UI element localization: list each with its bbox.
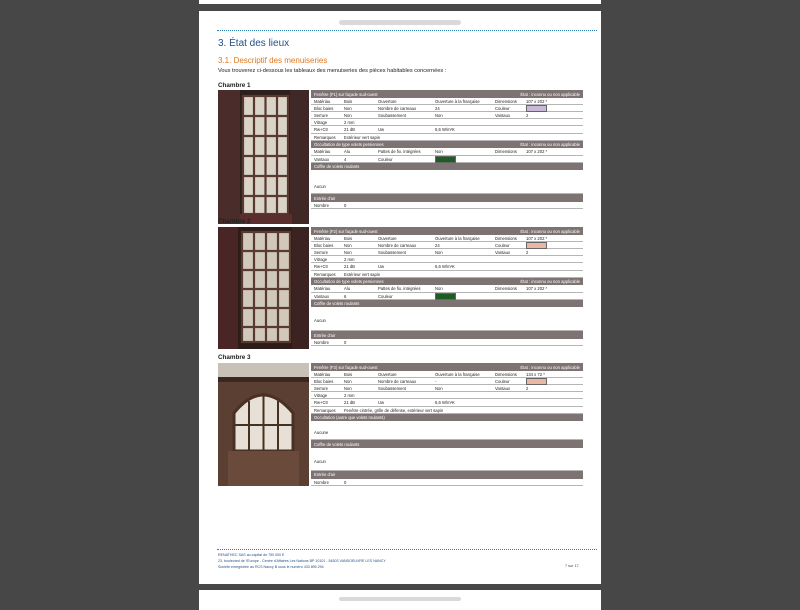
document-page: [199, 11, 601, 584]
table-row: Serrure Non Soubassement Non Vantaux 2: [311, 385, 583, 392]
table-row: Bloc baies Non Nombre de carreaux 24 Couleur: [311, 242, 583, 249]
footer-divider: [217, 549, 597, 550]
table-row: Serrure Non Soubassement Non Vantaux 2: [311, 112, 583, 119]
table-row: Bloc baies Non Nombre de carreaux 24 Couleur: [311, 105, 583, 112]
occultation-content: Aucune: [311, 421, 583, 440]
table-row: Bloc baies Non Nombre de carreaux - Couleur: [311, 378, 583, 385]
room-photo: [218, 363, 309, 486]
window-table: [311, 363, 583, 486]
table-row: Matériau Bois Ouverture Ouverture à la française Dimensions 107 x 202 *: [311, 98, 583, 105]
coffre-header: Coffre de volets roulants: [311, 163, 583, 171]
coffre-header: Coffre de volets roulants: [311, 300, 583, 308]
coffre-content: Aucun: [311, 448, 583, 471]
window-header: Fenêtre (F3) sur façade sud-ouest État : inconnu ou non applicable: [311, 363, 583, 371]
entree-header: Entrée d'air: [311, 471, 583, 479]
table-row: Vitrage 2 mm: [311, 119, 583, 126]
table-row: Remarques Extérieur vert sapin: [311, 271, 583, 278]
occultation-header: Occultation de type volets persiennes État : inconnu ou non applicable: [311, 141, 583, 149]
footer-registration: Société enregistrée au RCS Nancy B sous le numéro 433 895 294: [218, 565, 324, 569]
occultation-header: Occultation (autre que volets roulants): [311, 414, 583, 422]
window-header: Fenêtre (F2) sur façade sud-ouest État : inconnu ou non applicable: [311, 227, 583, 235]
occultation-header: Occultation de type volets persiennes État : inconnu ou non applicable: [311, 278, 583, 286]
table-row: Vitrage 2 mm: [311, 256, 583, 263]
header-divider: [217, 30, 597, 31]
table-row: Nombre 0: [311, 202, 583, 209]
coffre-content: Aucun: [311, 170, 583, 194]
table-row: Rw+Ctr 21 dB Uw 5,6 W/m²K: [311, 399, 583, 406]
window-table: [311, 227, 583, 346]
room-photo: [218, 90, 309, 224]
room-title: Chambre 1: [218, 82, 251, 89]
previous-page-edge: [199, 0, 601, 4]
section-title: 3. État des lieux: [218, 38, 290, 49]
entree-header: Entrée d'air: [311, 194, 583, 202]
window-header: Fenêtre (F1) sur façade sud-ouest État : inconnu ou non applicable: [311, 90, 583, 98]
table-row: Rw+Ctr 21 dB Uw 5,6 W/m²K: [311, 126, 583, 133]
room-photo: [218, 227, 309, 349]
room-title: Chambre 2: [218, 218, 251, 225]
coffre-header: Coffre de volets roulants: [311, 440, 583, 448]
table-row: Remarques Extérieur vert sapin: [311, 134, 583, 141]
next-page-edge: [199, 590, 601, 610]
footer-address: 23, boulevard de l'Europe - Centre d'Affaires Les Nations BP 10101 - 54503 VANDOEUVRE LES NANCY: [218, 559, 386, 563]
table-row: Matériau Alu Pattes de fix. intégrées Non Dimensions 107 x 202 *: [311, 285, 583, 292]
coffre-content: Aucun: [311, 307, 583, 331]
table-row: Nombre 0: [311, 339, 583, 346]
table-row: Serrure Non Soubassement Non Vantaux 2: [311, 249, 583, 256]
page-header-blurred: [339, 20, 461, 25]
table-row: Matériau Bois Ouverture Ouverture à la française Dimensions 134 x 72 *: [311, 371, 583, 378]
table-row: Remarques Fenêtre cintrée, grille de défense, extérieur vert sapin: [311, 407, 583, 414]
subsection-title: 3.1. Descriptif des menuiseries: [218, 56, 328, 65]
window-table: [311, 90, 583, 209]
table-row: Nombre 0: [311, 479, 583, 486]
table-row: Vantaux 4 Couleur: [311, 156, 583, 163]
entree-header: Entrée d'air: [311, 331, 583, 339]
next-page-header-blurred: [339, 597, 461, 601]
page-number: 7 sur 17: [565, 564, 579, 568]
table-row: Rw+Ctr 21 dB Uw 5,6 W/m²K: [311, 263, 583, 270]
table-row: Matériau Bois Ouverture Ouverture à la française Dimensions 107 x 202 *: [311, 235, 583, 242]
table-row: Vantaux 6 Couleur: [311, 293, 583, 300]
table-row: Vitrage 2 mm: [311, 392, 583, 399]
room-title: Chambre 3: [218, 354, 251, 361]
footer-company: RENATHEC SAS au capital de 750 000 €: [218, 553, 285, 557]
intro-text: Vous trouverez ci-dessous les tableaux des menuiseries des pièces habitables concernées :: [218, 68, 447, 74]
table-row: Matériau Alu Pattes de fix. intégrées Non Dimensions 107 x 202 *: [311, 148, 583, 155]
